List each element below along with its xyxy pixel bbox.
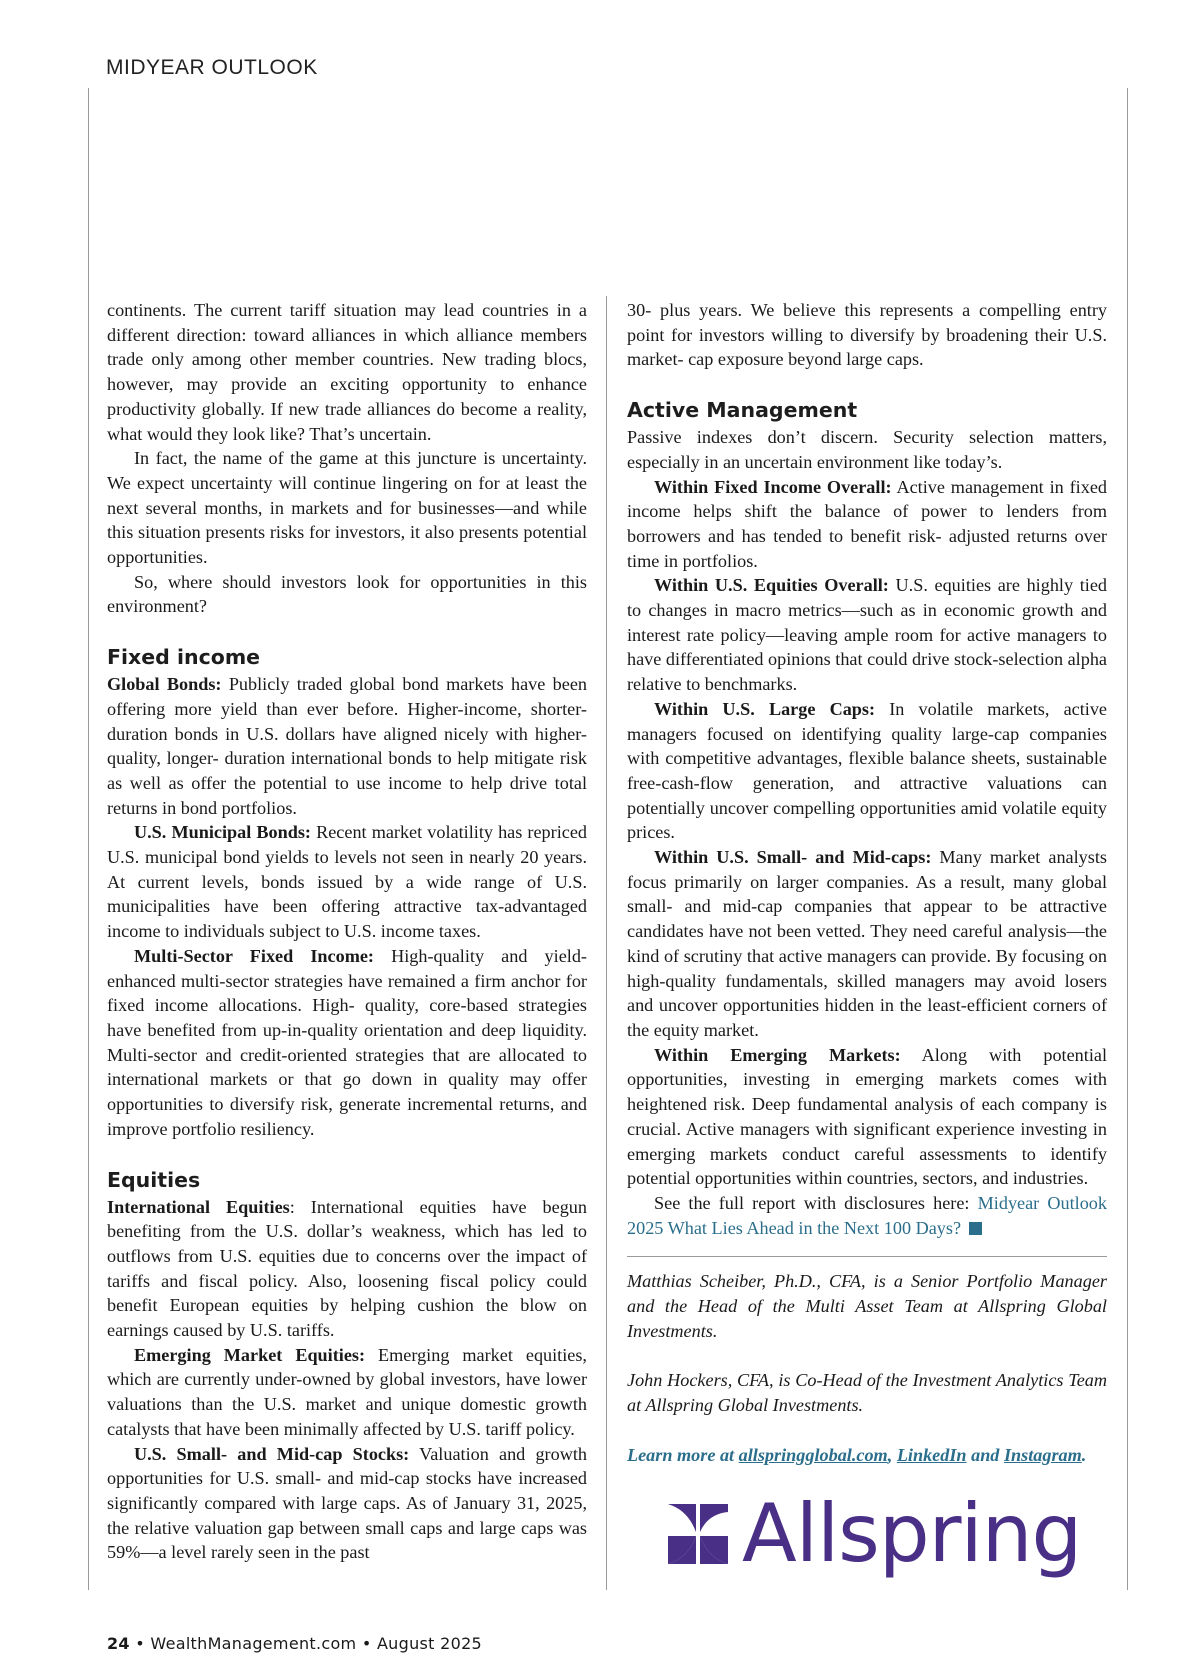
end-mark-square-icon	[969, 1222, 982, 1235]
small-mid-cap-paragraph	[107, 1442, 587, 1566]
page-number: 24	[107, 1634, 130, 1653]
emerging-market-equities-paragraph	[107, 1343, 587, 1442]
paragraph-text: Recent market volatility has repriced U.S. municipal bond yields to levels not seen in nearly 20 years. At current levels, bonds issued by a wide range of U.S. municipalities have been offering attractive tax-advantaged income to individuals subject to U.S. income taxes.	[107, 822, 587, 942]
allspring-logo	[666, 1487, 1082, 1580]
run-in-head: Within Emerging Markets:	[654, 1044, 901, 1065]
paragraph-text: Along with potential opportunities, investing in emerging markets comes with heightened risk. Deep fundamental analysis of each company is crucial. Active managers with significant experience investing in emerging markets conduct careful assessments to identify potential opportunities within countries, sectors, and industries.	[627, 1044, 1107, 1189]
paragraph: So, where should investors look for opportunities in this environment?	[107, 571, 587, 617]
right-column	[627, 298, 1107, 1468]
run-in-head: Within U.S. Large Caps:	[654, 698, 876, 719]
paragraph-text: Valuation and growth opportunities for U.S. small- and mid-cap stocks have increased significantly compared with large caps. As of January 31, 2025, the relative valuation gap between small caps and large caps was 59%—a level rarely seen in the past	[107, 1443, 587, 1563]
paragraph: Passive indexes don’t discern. Security selection matters, especially in an uncertain environment like today’s.	[627, 427, 1107, 472]
paragraph-text: In volatile markets, active managers focused on identifying quality large-cap companies with competitive advantages, flexible balance sheets, sustainable free-cash-flow generation, and attractive valuations can potentially uncover compelling opportunities amid volatile equity prices.	[627, 698, 1107, 843]
paragraph-text: U.S. equities are highly tied to changes in macro metrics—such as in economic growth and interest rate policy—leaving ample room for active managers to have differentiated opinions that could drive stock-selection alpha relative to benchmarks.	[627, 575, 1107, 695]
column-divider	[606, 296, 607, 1590]
paragraph-text: See the full report with disclosures here:	[654, 1192, 978, 1213]
section-label: MIDYEAR OUTLOOK	[106, 56, 318, 79]
equities-heading: Equities	[107, 1167, 201, 1192]
paragraph-text: Publicly traded global bond markets have been offering more yield than ever before. Higher-income, shorter-duration bonds in U.S. dollars have aligned nicely with higher-quality, longer- duration international bonds to help mitigate risk as well as offer the potential to use income to help drive total returns in bond portfolios.	[107, 674, 587, 818]
equities-overall-paragraph	[627, 573, 1107, 697]
international-equities-paragraph	[107, 1195, 587, 1343]
run-in-head: U.S. Small- and Mid-cap Stocks:	[134, 1443, 410, 1464]
linkedin-link[interactable]: LinkedIn	[896, 1444, 967, 1465]
paragraph-text: High-quality and yield-enhanced multi-sector strategies have remained a firm anchor for fixed income allocations. High- quality, core-based strategies have benefited from up-in-quality orientation and deep liquidity. Multi-sector and credit-oriented strategies that are allocated to international markets or that go down in quality may offer opportunities to diversify risk, generate incremental returns, and improve portfolio resiliency.	[107, 945, 587, 1139]
run-in-head: International Equities	[107, 1196, 290, 1217]
author-bio: Matthias Scheiber, Ph.D., CFA, is a Senior Portfolio Manager and the Head of the Multi Asset Team at Allspring Global Investments.	[627, 1271, 1107, 1341]
run-in-head: Emerging Market Equities:	[134, 1344, 366, 1365]
instagram-link[interactable]: Instagram	[1003, 1444, 1082, 1465]
fixed-income-overall-paragraph	[627, 475, 1107, 574]
left-column	[107, 298, 587, 1565]
global-bonds-paragraph	[107, 672, 587, 820]
run-in-head: Within Fixed Income Overall:	[654, 476, 892, 497]
learn-more-line	[627, 1443, 1107, 1468]
author-bio: John Hockers, CFA, is Co-Head of the Investment Analytics Team at Allspring Global Investments.	[627, 1370, 1107, 1416]
run-in-head: Within U.S. Equities Overall:	[654, 575, 889, 596]
learn-more-text: ,	[887, 1444, 897, 1465]
paragraph-text: : International equities have begun benefiting from the U.S. dollar’s weakness, which has led to outflows from U.S. equities due to concerns over the impact of tariffs and fiscal policy. Also, loosening fiscal policy could benefit European equities by helping cushion the blow on earnings caused by U.S. tariffs.	[107, 1196, 587, 1341]
learn-more-text: Learn more at	[627, 1444, 739, 1465]
run-in-head: Global Bonds:	[107, 674, 222, 695]
run-in-head: U.S. Municipal Bonds:	[134, 822, 311, 843]
paragraph: 30- plus years. We believe this represents a compelling entry point for investors willing to diversify by broadening their U.S. market- cap exposure beyond large caps.	[627, 300, 1107, 370]
page-footer	[107, 1634, 482, 1653]
paragraph-text: Emerging market equities, which are currently under-owned by global investors, have lower valuations than the U.S. market and unique domestic growth catalysts that have been minimally affected by U.S. tariff policy.	[107, 1344, 587, 1439]
emerging-markets-paragraph	[627, 1043, 1107, 1191]
allspring-site-link[interactable]: allspringglobal.com	[738, 1444, 888, 1465]
learn-more-text: and	[966, 1444, 1004, 1465]
allspring-logo-mark-icon	[666, 1502, 730, 1566]
right-margin-rule	[1127, 88, 1128, 1590]
multi-sector-paragraph	[107, 944, 587, 1142]
report-link[interactable]: Midyear Outlook 2025 What Lies Ahead in the Next 100 Days?	[627, 1192, 1107, 1238]
paragraph: continents. The current tariff situation may lead countries in a different direction: toward alliances in which alliance members trade only among other member countries. New trading blocs, however, may provide an exciting opportunity to enhance productivity globally. If new trade alliances do become a reality, what would they look like? That’s uncertain.	[107, 300, 587, 444]
small-mid-caps-paragraph	[627, 845, 1107, 1043]
paragraph-text: Active management in fixed income helps shift the balance of power to lenders from borrowers and has tended to benefit risk- adjusted returns over time in portfolios.	[627, 476, 1107, 571]
left-margin-rule	[88, 88, 89, 1590]
learn-more-text: .	[1081, 1444, 1087, 1465]
paragraph: In fact, the name of the game at this juncture is uncertainty. We expect uncertainty will continue lingering on for at least the next several months, in markets and for businesses—and while this situation presents risks for investors, it also presents potential opportunities.	[107, 448, 587, 568]
run-in-head: Within U.S. Small- and Mid-caps:	[654, 847, 932, 868]
active-management-heading: Active Management	[627, 398, 858, 423]
footer-text: • WealthManagement.com • August 2025	[129, 1634, 483, 1653]
municipal-bonds-paragraph	[107, 820, 587, 944]
large-caps-paragraph	[627, 697, 1107, 845]
full-report-paragraph	[627, 1191, 1107, 1240]
bio-divider	[627, 1256, 1107, 1257]
run-in-head: Multi-Sector Fixed Income:	[134, 945, 374, 966]
paragraph-text: Many market analysts focus primarily on larger companies. As a result, many global small- and mid-cap companies that appear to be attractive candidates have not been vetted. They need careful analysis—the kind of scrutiny that active managers can provide. By focusing on high-quality fundamentals, skilled managers may avoid losers and uncover opportunities hidden in the least-efficient corners of the equity market.	[627, 847, 1107, 1040]
fixed-income-heading: Fixed income	[107, 645, 261, 670]
allspring-wordmark: Allspring	[742, 1487, 1082, 1580]
